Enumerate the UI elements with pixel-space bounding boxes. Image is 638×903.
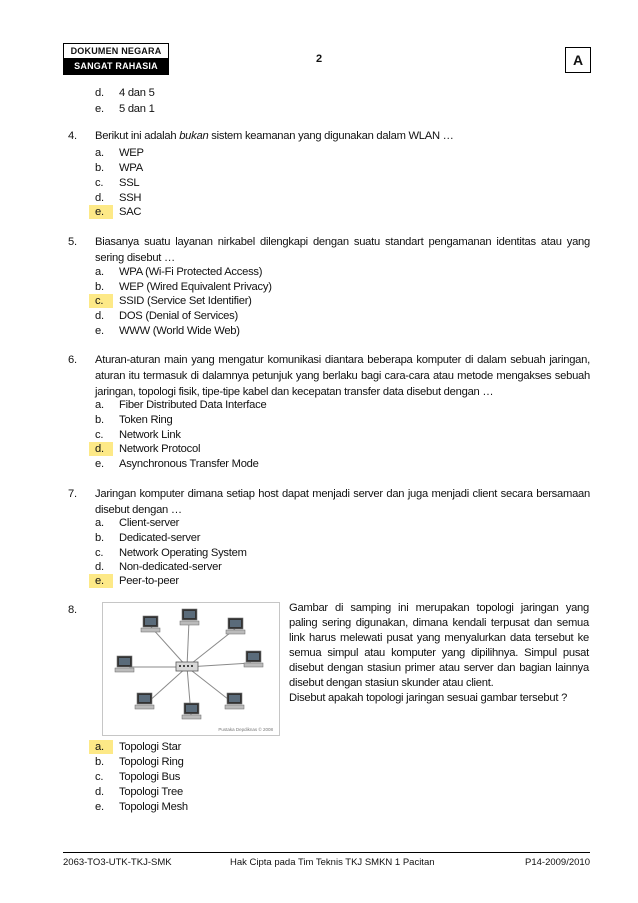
- option-text: WEP: [119, 147, 144, 159]
- option-text: SSID (Service Set Identifier): [119, 295, 252, 307]
- question-stem: Biasanya suatu layanan nirkabel dilengkapi dengan suatu standart pengamanan identitas atau yang sering disebut …: [95, 236, 590, 264]
- option-text: Client-server: [119, 517, 180, 529]
- computer-icon: [225, 693, 244, 709]
- option-text: Token Ring: [119, 414, 173, 426]
- option-letter: c.: [95, 547, 104, 559]
- option-letter: e.: [95, 103, 104, 115]
- classification-bottom: SANGAT RAHASIA: [64, 58, 168, 74]
- option-text: SSL: [119, 177, 140, 189]
- star-topology-diagram: [103, 603, 279, 735]
- computer-icon: [141, 616, 160, 632]
- option-letter: d.: [95, 561, 104, 573]
- classification-box: [63, 43, 169, 75]
- stem-emphasis: bukan: [179, 130, 209, 142]
- figure-description: [289, 601, 589, 706]
- option-text: Non-dedicated-server: [119, 561, 222, 573]
- classification-top: DOKUMEN NEGARA: [70, 46, 162, 56]
- option-text: Fiber Distributed Data Interface: [119, 399, 267, 411]
- option-text: Topologi Ring: [119, 756, 184, 768]
- question-number: 8.: [68, 604, 77, 616]
- option-text: Topologi Tree: [119, 786, 183, 798]
- question-stem: Jaringan komputer dimana setiap host dapat menjadi server dan juga menjadi client secara bersamaan disebut dengan …: [95, 488, 590, 516]
- option-letter: e.: [95, 575, 104, 587]
- option-letter: a.: [95, 517, 104, 529]
- option-letter: a.: [95, 266, 104, 278]
- hub-icon: [176, 662, 198, 671]
- question-stem: Berikut ini adalah bukan sistem keamanan yang digunakan dalam WLAN …: [95, 130, 454, 142]
- option-letter: e.: [95, 206, 104, 218]
- option-letter: a.: [95, 741, 104, 753]
- option-text: Topologi Mesh: [119, 801, 188, 813]
- footer-divider: [63, 852, 590, 853]
- option-letter: d.: [95, 310, 104, 322]
- option-letter: a.: [95, 147, 104, 159]
- option-letter: a.: [95, 399, 104, 411]
- option-text: WPA (Wi-Fi Protected Access): [119, 266, 263, 278]
- question-number: 5.: [68, 236, 77, 248]
- option-letter: b.: [95, 756, 104, 768]
- option-letter: b.: [95, 162, 104, 174]
- option-letter: b.: [95, 414, 104, 426]
- page-number: 2: [316, 53, 323, 65]
- star-topology-figure: [102, 602, 280, 736]
- option-letter: e.: [95, 325, 104, 337]
- option-text: WWW (World Wide Web): [119, 325, 240, 337]
- option-text: SSH: [119, 192, 142, 204]
- option-letter: b.: [95, 281, 104, 293]
- option-letter: c.: [95, 771, 104, 783]
- footer-period: P14-2009/2010: [525, 857, 590, 868]
- computer-icon: [244, 651, 263, 667]
- option-letter: d.: [95, 192, 104, 204]
- question-number: 6.: [68, 354, 77, 366]
- option-text: Network Operating System: [119, 547, 247, 559]
- option-text: 5 dan 1: [119, 103, 155, 115]
- option-text: DOS (Denial of Services): [119, 310, 238, 322]
- computer-icon: [115, 656, 134, 672]
- question-number: 4.: [68, 130, 77, 142]
- option-letter: c.: [95, 295, 104, 307]
- option-text: WEP (Wired Equivalent Privacy): [119, 281, 272, 293]
- option-letter: b.: [95, 532, 104, 544]
- footer-copyright: Hak Cipta pada Tim Teknis TKJ SMKN 1 Pacitan: [230, 857, 435, 868]
- option-letter: e.: [95, 801, 104, 813]
- computer-icon: [226, 618, 245, 634]
- option-text: Asynchronous Transfer Mode: [119, 458, 259, 470]
- option-letter: c.: [95, 429, 104, 441]
- footer-code: 2063-TO3-UTK-TKJ-SMK: [63, 857, 172, 868]
- option-text: Dedicated-server: [119, 532, 201, 544]
- option-letter: c.: [95, 177, 104, 189]
- question-description: Gambar di samping ini merupakan topologi jaringan yang paling sering digunakan, dimana kendali terpusat dan semua link harus melewati pusat yang menyalurkan data tersebut ke semua simpul atau komputer yang dipilihnya. Simpul pusat disebut dengan stasiun primer atau server dan bagian lainnya disebut dengan stasiun skunder atau client.: [289, 602, 589, 689]
- question-number: 7.: [68, 488, 77, 500]
- computer-icon: [135, 693, 154, 709]
- option-letter: d.: [95, 87, 104, 99]
- option-text: Topologi Star: [119, 741, 182, 753]
- option-letter: e.: [95, 458, 104, 470]
- figure-caption: Pustaka Depdiknas © 2008: [218, 727, 273, 732]
- option-text: 4 dan 5: [119, 87, 155, 99]
- option-text: WPA: [119, 162, 143, 174]
- option-letter: d.: [95, 786, 104, 798]
- option-letter: d.: [95, 443, 104, 455]
- computer-icon: [180, 609, 199, 625]
- computer-icon: [182, 703, 201, 719]
- question-prompt: Disebut apakah topologi jaringan sesuai gambar tersebut ?: [289, 692, 568, 704]
- option-text: Topologi Bus: [119, 771, 181, 783]
- option-text: Peer-to-peer: [119, 575, 179, 587]
- question-stem: Aturan-aturan main yang mengatur komunikasi diantara beberapa komputer di dalam sebuah jaringan, aturan itu termasuk di dalamnya petunjuk yang berlaku bagi cara-cara atau metode mengakses sebuah jaringan, topologi fisik, tipe-tipe kabel dan kecepatan transfer data disebut dengan …: [95, 354, 590, 398]
- option-text: SAC: [119, 206, 142, 218]
- option-text: Network Link: [119, 429, 181, 441]
- packet-code: A: [565, 47, 591, 73]
- option-text: Network Protocol: [119, 443, 201, 455]
